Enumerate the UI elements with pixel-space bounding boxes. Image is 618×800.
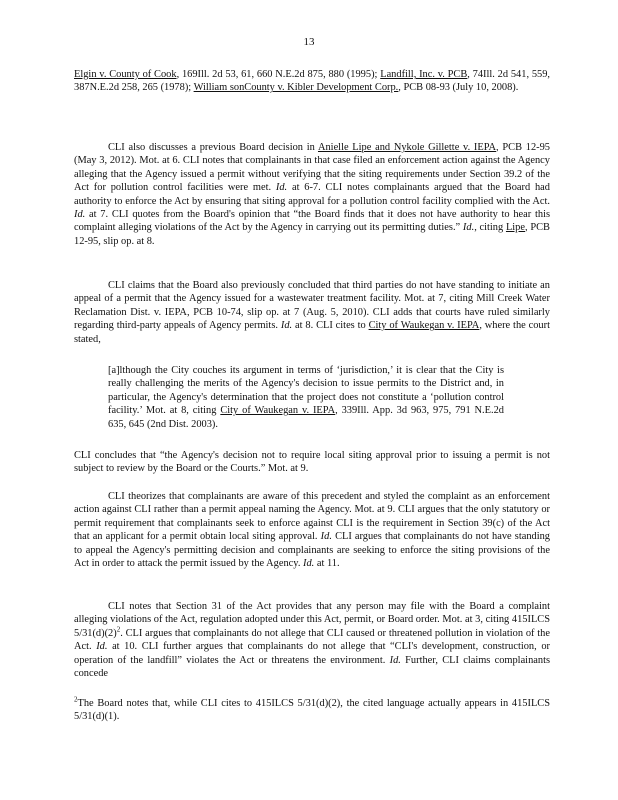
case-citation-mill-creek: Mill Creek Water Reclamation Dist. v. IEPA <box>74 293 550 318</box>
id-citation: Id. <box>389 654 401 666</box>
block-quote: [a]lthough the City couches its argument in terms of ‘jurisdiction,’ it is clear that the City is really challenging the merits of the Agency's decision to issue permits to the District and, in particular, the Agency's determination that the project does not constitute a ‘pollution control facility.’ Mot. at 8, citing City of Waukegan v. IEPA, 339Ill. App. 3d 963, 975, 791 N.E.2d 635, 645 (2nd Dist. 2003). <box>108 365 504 430</box>
paragraph-theory: CLI theorizes that complainants are aware of this precedent and styled the complaint as an enforcement action against CLI rather than a permit appeal naming the Agency. Mot. at 9. CLI argues that the only statutory or permit requirement that complainants seek to enforce against CLI is the requirement in Section 39(c) of the Act that an applicant for a permit obtain local siting approval. Id. CLI argues that complainants do not have standing to appeal the Agency's permitting decision and complainants are seeking to enforce the siting provisions of the Act in order to attack the permit issued by the Agency. Id. at 11. <box>74 491 550 570</box>
case-citation-williamson: William sonCounty v. Kibler Development Corp. <box>193 82 399 94</box>
id-citation: Id. <box>96 641 108 653</box>
id-citation: Id. <box>275 182 288 194</box>
case-citation-elgin: Elgin v. County of Cook <box>74 69 177 80</box>
paragraph-conclusion: CLI concludes that “the Agency's decision not to require local siting approval prior to issuing a permit is not subject to review by the Board or the Courts.” Mot. at 9. <box>74 450 550 475</box>
citation-paragraph: Elgin v. County of Cook, 169Ill. 2d 53, 61, 660 N.E.2d 875, 880 (1995); Landfill, Inc. v. PCB, 74Ill. 2d 541, 559, 387N.E.2d 258, 265 (1978); William sonCounty v. Kibler Development Corp., PCB 08-93 (July 10, 2008). <box>74 69 551 94</box>
case-citation-waukegan: City of Waukegan v. IEPA <box>368 320 480 332</box>
case-citation-lipe-short: Lipe <box>505 222 525 234</box>
page-number: 13 <box>303 36 315 48</box>
case-citation-landfill: Landfill, Inc. v. PCB <box>380 69 468 80</box>
id-citation: Id. <box>462 222 475 234</box>
id-citation: Id. <box>280 320 293 332</box>
footnote-mark: 2 <box>74 695 78 704</box>
id-citation: Id. <box>74 209 86 221</box>
paragraph-lipe-decision: CLI also discusses a previous Board decision in Anielle Lipe and Nykole Gillette v. IEPA, PCB 12-95 (May 3, 2012). Mot. at 6. CLI notes that complainants in that case filed an enforcement action against the Agency alleging that the Agency issued a permit without verifying that the siting requirements under Section 39.2 of the Act for pollution control facilities were met. Id. at 6-7. CLI notes complainants argued that the Board had authority to enforce the Act by ensuring that siting approval for a pollution control facility complied with the Act. Id. at 7. CLI quotes from the Board's opinion that “the Board finds that it does not have authority to hear this complaint alleging violations of the Act by the Agency in carrying out its permitting duties.” Id., citing Lipe, PCB 12-95, slip op. at 8. <box>74 142 550 247</box>
case-citation-waukegan-quote: City of Waukegan v. IEPA <box>220 405 336 417</box>
paragraph-standing: CLI claims that the Board also previously concluded that third parties do not have standing to initiate an appeal of a permit that the Agency issued for a wastewater treatment facility. Mot. at 7, citing Mill Creek Water Reclamation Dist. v. IEPA, PCB 10-74, slip op. at 7 (Aug. 5, 2010). CLI adds that courts have ruled similarly regarding third-party appeals of Agency permits. Id. at 8. CLI cites to City of Waukegan v. IEPA, where the court stated, <box>74 280 550 345</box>
id-citation: Id. <box>303 558 315 570</box>
id-citation: Id. <box>320 531 332 543</box>
footnote: $^2$The Board notes that, while CLI cites to 415ILCS 5/31(d)(2), the cited language actually appears in 415ILCS 5/31(d)(1). <box>74 695 550 723</box>
case-citation-lipe: Anielle Lipe and Nykole Gillette v. IEPA <box>317 142 497 153</box>
paragraph-section-31: CLI notes that Section 31 of the Act provides that any person may file with the Board a complaint alleging violations of the Act, regulation adopted under this Act, permit, or Board order. Mot. at 3, citing 415ILCS $5/31(d)(2)^2$. CLI argues that complainants do not allege that CLI caused or threatened pollution in violation of the Act. Id. at 10. CLI further argues that complainants do not allege that “CLI's development, construction, or operation of the landfill” violates the Act or threatens the environment. Id. Further, CLI claims complainants concede <box>74 601 550 680</box>
footnote-reference: 2 <box>116 625 121 634</box>
